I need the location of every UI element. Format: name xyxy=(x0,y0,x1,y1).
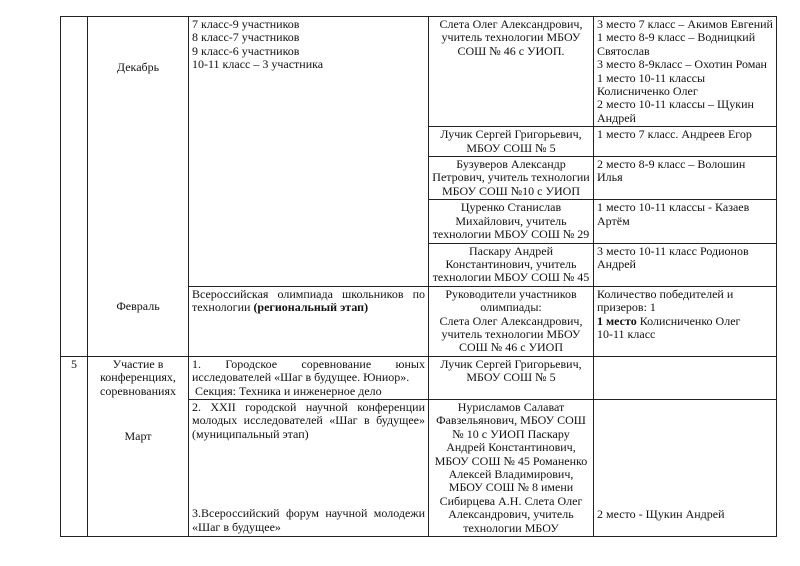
results-table xyxy=(60,16,777,537)
table-row xyxy=(61,17,777,127)
participants-line: 9 класс-6 участников xyxy=(192,43,300,58)
participants-line: 10-11 класс – 3 участника xyxy=(192,57,324,72)
event2-cell xyxy=(189,399,429,536)
december-participants xyxy=(189,17,429,287)
result-line: 3 место 8-9класс – Охотин Роман xyxy=(597,57,767,72)
result-count: Количество победителей и призеров: 1 xyxy=(597,286,734,315)
february-results xyxy=(594,286,777,356)
teacher-cell: Бузуверов Александр Петрович, учитель технологии МБОУ СОШ №10 с УИОП xyxy=(429,157,594,200)
results-cell: 1 место 7 класс. Андреев Егор xyxy=(594,127,777,157)
event1-title: 1. Городское соревнование юных исследователей «Шаг в будущее. Юниор». xyxy=(192,356,425,385)
month-december: Декабрь xyxy=(116,60,160,74)
result-class: 10-11 класс xyxy=(597,326,656,341)
teacher-name: Слета Олег Александрович, учитель технологии МБОУ СОШ № 46 с УИОП xyxy=(439,313,583,355)
month-february: Февраль xyxy=(116,299,160,314)
month-cell-march xyxy=(88,399,189,536)
teacher-cell: Паскару Андрей Константинович, учитель технологии МБОУ СОШ № 45 xyxy=(429,243,594,286)
february-event xyxy=(189,286,429,356)
result-line: 3 место 7 класс – Акимов Евгений xyxy=(597,17,773,31)
result-name: Колисниченко Олег xyxy=(636,313,741,328)
table-row xyxy=(61,356,777,399)
month-march: Март xyxy=(124,429,152,444)
event3-title: 3.Всероссийский форум научной молодежи «Шаг в будущее» xyxy=(192,506,425,534)
result-line: 1 место 10-11 классы Колисниченко Олег xyxy=(597,70,706,99)
event-text: Всероссийская олимпиада школьников по технологии xyxy=(192,286,425,315)
result-line: 1 место 8-9 класс – Водницкий Святослав xyxy=(597,30,756,58)
teacher-cell: Цуренко Станислав Михайлович, учитель технологии МБОУ СОШ № 29 xyxy=(429,200,594,243)
results-cell: 2 место 8-9 класс – Волошин Илья xyxy=(594,157,777,200)
event2-title: 2. XXII городской научной конференции молодых исследователей «Шаг в будущее» (муниципальный этап) xyxy=(192,399,425,441)
teacher-cell: Лучик Сергей Григорьевич, МБОУ СОШ № 5 xyxy=(429,127,594,157)
february-teachers xyxy=(429,286,594,356)
result-place: 1 место xyxy=(597,313,637,328)
table-row xyxy=(61,286,777,356)
month-cell-february xyxy=(88,286,189,356)
teacher-cell: Слета Олег Александрович, учитель технологии МБОУ СОШ № 46 с УИОП. xyxy=(429,17,594,127)
event1-cell xyxy=(189,356,429,399)
result-line: 2 место 10-11 классы – Щукин Андрей xyxy=(597,97,754,125)
teacher-cell: Лучик Сергей Григорьевич, МБОУ СОШ № 5 xyxy=(429,356,594,399)
participants-line: 8 класс-7 участников xyxy=(192,30,300,45)
month-cell-december xyxy=(88,17,189,287)
results-cell-empty xyxy=(594,356,777,399)
section-title: Участие в конференциях, соревнованиях xyxy=(88,356,189,399)
number-cell-empty xyxy=(61,17,88,357)
results-cell: 3 место 10-11 класс Родионов Андрей xyxy=(594,243,777,286)
participants-line: 7 класс-9 участников xyxy=(192,17,300,31)
result-line: 2 место - Щукин Андрей xyxy=(597,506,725,521)
results-cell: 1 место 10-11 классы - Казаев Артём xyxy=(594,200,777,243)
teacher-header: Руководители участников олимпиады: xyxy=(445,286,577,315)
results-cell xyxy=(594,399,777,536)
event-stage: (региональный этап) xyxy=(253,300,369,315)
event1-section: Секция: Техника и инженерное дело xyxy=(195,383,382,398)
section-number: 5 xyxy=(61,356,88,536)
teacher-cell: Нурисламов Салават Фавзельянович, МБОУ СОШ № 10 с УИОП Паскару Андрей Константинович, МБОУ СОШ № 45 Романенко Алексей Владимирович, МБОУ СОШ № 8 имени Сибирцева А.Н. Слета Олег Александрович, учитель технологии МБОУ xyxy=(429,399,594,536)
table-row xyxy=(61,399,777,536)
results-cell xyxy=(594,17,777,127)
